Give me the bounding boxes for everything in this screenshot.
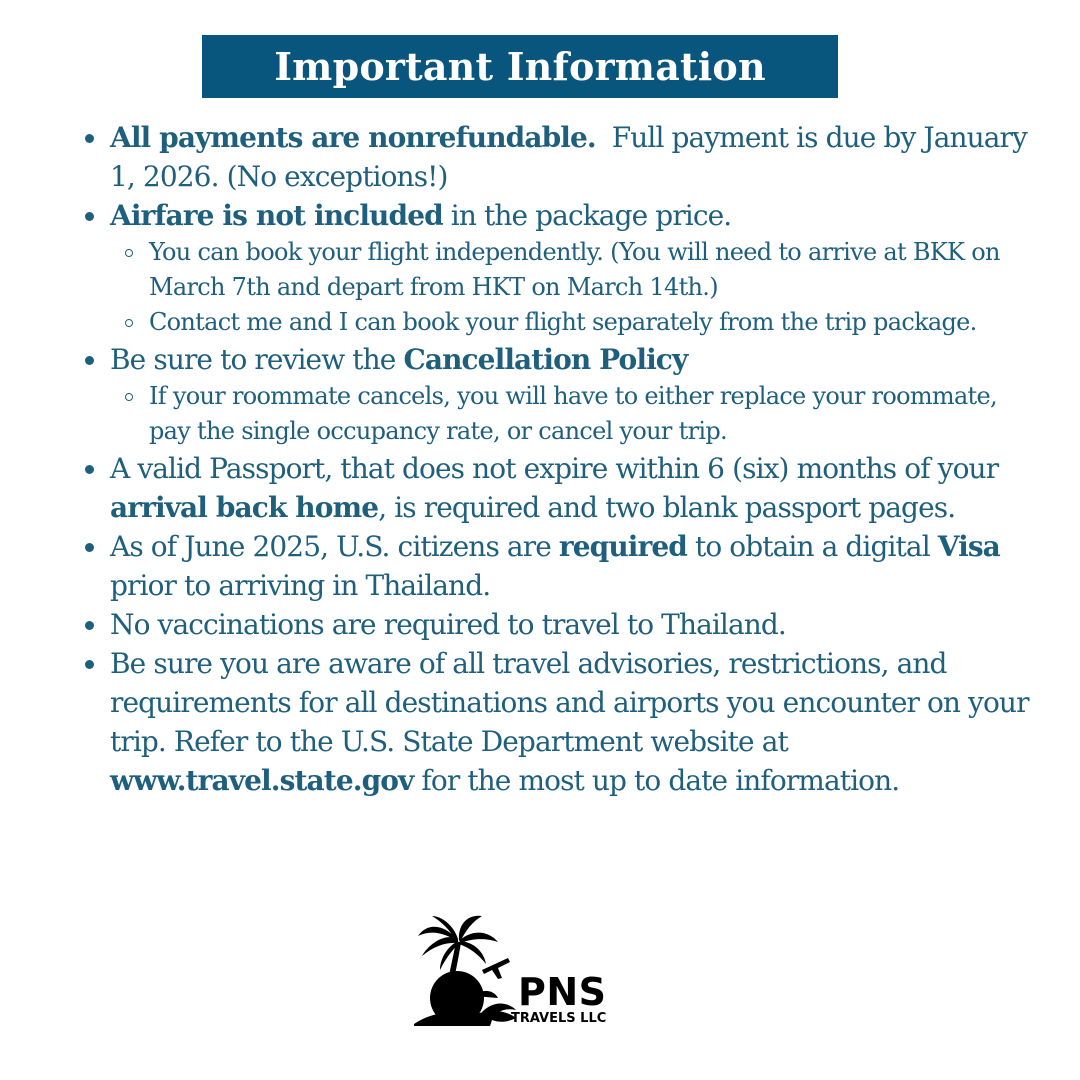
logo-subtitle-text: TRAVELS LLC <box>511 1011 607 1026</box>
advisories-text-after: for the most up to date information. <box>413 764 900 797</box>
passport-bold: arrival back home <box>110 491 379 524</box>
passport-text-after: , is required and two blank passport pages. <box>378 491 956 524</box>
cancellation-text: Be sure to review the <box>110 343 404 376</box>
title-banner <box>202 35 838 98</box>
airfare-bold: Airfare is not included <box>110 199 443 232</box>
sub-item-contact-me: Contact me and I can book your flight separately from the trip package. <box>110 305 1042 340</box>
state-gov-link[interactable]: www.travel.state.gov <box>110 764 414 797</box>
cancellation-policy-bold: Cancellation Policy <box>403 343 688 376</box>
vaccinations-text: No vaccinations are required to travel to Thailand. <box>110 608 786 641</box>
cancellation-sublist <box>110 379 1042 449</box>
list-item-visa <box>82 527 1042 605</box>
payments-text: Full payment is due by January 1, 2026. (No exceptions!) <box>110 121 1035 193</box>
visa-text-before: As of June 2025, U.S. citizens are <box>110 530 559 563</box>
advisories-text-before: Be sure you are aware of all travel advisories, restrictions, and requirements for all destinations and airports you encounter on your trip. Refer to the U.S. State Department website at <box>110 647 1029 758</box>
airfare-sublist <box>110 235 1042 340</box>
list-item-airfare <box>82 196 1042 340</box>
pns-travels-logo <box>412 912 628 1032</box>
sub-item-roommate: If your roommate cancels, you will have to either replace your roommate, pay the single occupancy rate, or cancel your trip. <box>110 379 1042 449</box>
visa-text-after: prior to arriving in Thailand. <box>110 569 491 602</box>
list-item-vaccinations <box>82 605 1042 644</box>
visa-bold: Visa <box>937 530 1000 563</box>
visa-text-mid: to obtain a digital <box>686 530 938 563</box>
list-item-cancellation <box>82 340 1042 449</box>
payments-bold: All payments are nonrefundable. <box>110 121 596 154</box>
list-item-passport <box>82 449 1042 527</box>
list-item-payments <box>82 118 1042 196</box>
passport-text-before: A valid Passport, that does not expire within 6 (six) months of your <box>110 452 999 485</box>
sub-item-book-independently: You can book your flight independently. (You will need to arrive at BKK on March 7th and depart from HKT on March 14th.) <box>110 235 1042 305</box>
info-list <box>82 118 1042 800</box>
airfare-text: in the package price. <box>442 199 732 232</box>
logo-brand-text: PNS <box>518 970 607 1014</box>
list-item-advisories <box>82 644 1042 800</box>
required-bold: required <box>558 530 687 563</box>
page-title: Important Information <box>274 44 766 89</box>
